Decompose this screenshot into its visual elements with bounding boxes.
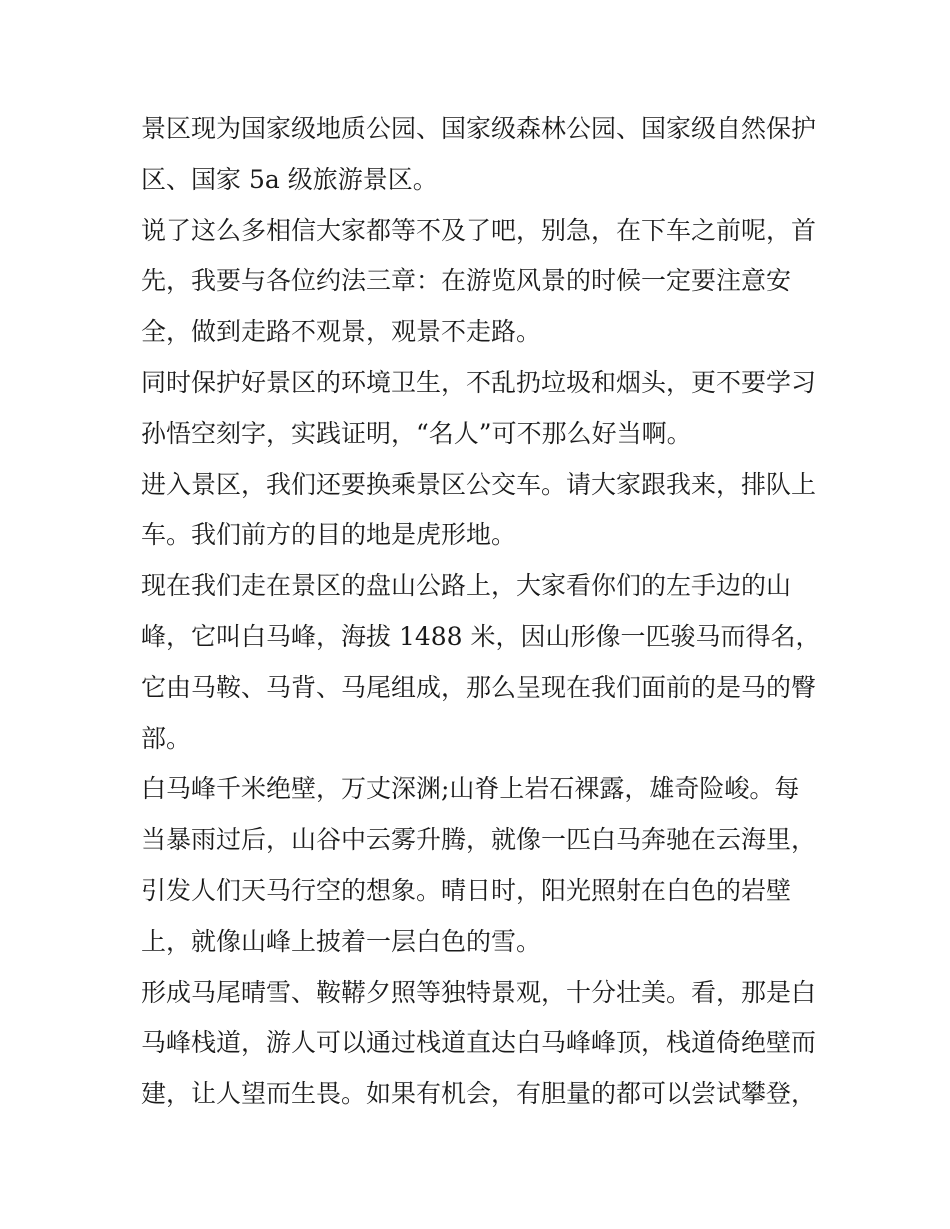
paragraph: 白马峰千米绝壁，万丈深渊;山脊上岩石裸露，雄奇险峻。每 当暴雨过后，山谷中云雾升腾，就像一匹白马奔驰在云海里， 引发人们天马行空的想象。晴日时，阳光照射在白色的岩壁 上，就像山峰上披着一层白色的雪。 (141, 774, 817, 956)
paragraph: 景区现为国家级地质公园、国家级森林公园、国家级自然保护 区、国家 5a 级旅游景区。 (141, 114, 817, 194)
document-body (141, 104, 821, 1120)
paragraph: 形成马尾晴雪、鞍鞯夕照等独特景观，十分壮美。看，那是白 马峰栈道，游人可以通过栈道直达白马峰峰顶，栈道倚绝壁而 建，让人望而生畏。如果有机会，有胆量的都可以尝试攀登， (141, 977, 817, 1109)
paragraph: 同时保护好景区的环境卫生，不乱扔垃圾和烟头，更不要学习 孙悟空刻字，实践证明，“名人”可不那么好当啊。 (141, 367, 817, 448)
paragraph: 进入景区，我们还要换乘景区公交车。请大家跟我来，排队上 车。我们前方的目的地是虎形地。 (141, 469, 817, 550)
paragraph: 说了这么多相信大家都等不及了吧，别急，在下车之前呢，首 先，我要与各位约法三章：在游览风景的时候一定要注意安 全，做到走路不观景，观景不走路。 (141, 215, 817, 347)
paragraph: 现在我们走在景区的盘山公路上，大家看你们的左手边的山 峰，它叫白马峰，海拔 1488 米，因山形像一匹骏马而得名， 它由马鞍、马背、马尾组成，那么呈现在我们面前的是马的臀 部。 (141, 571, 821, 753)
